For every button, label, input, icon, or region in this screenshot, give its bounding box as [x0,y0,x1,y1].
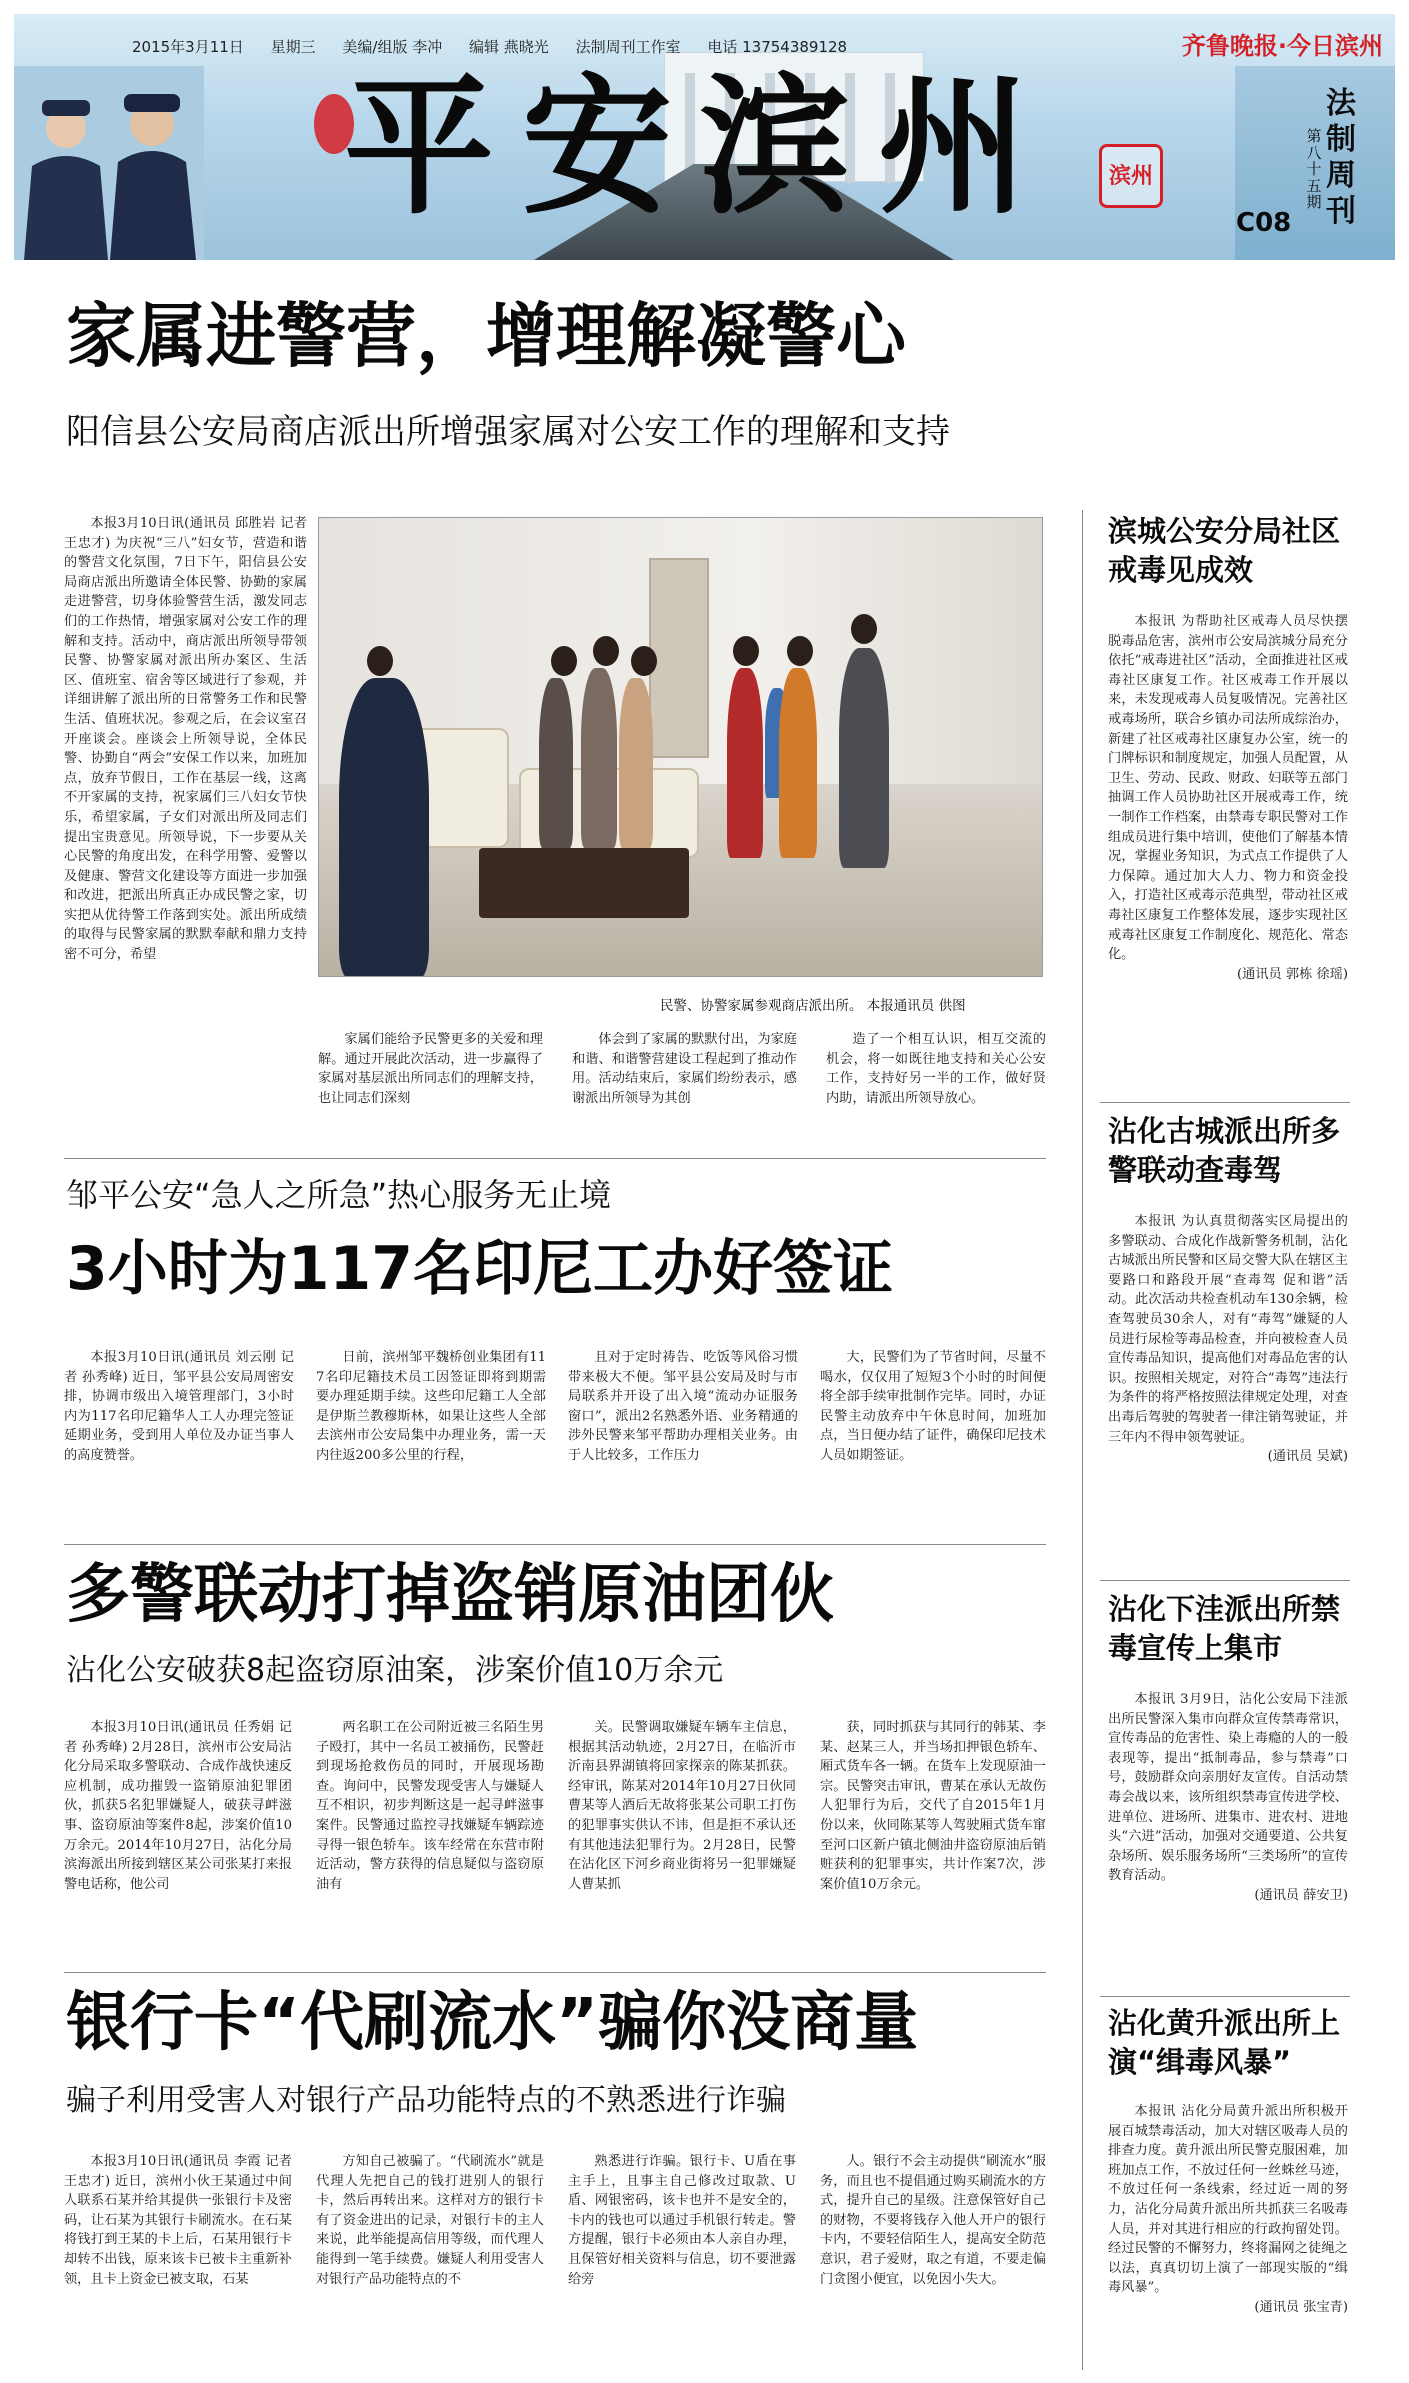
article4-headline: 银行卡“代刷流水”骗你没商量 [66,1986,919,2060]
article3-headline: 多警联动打掉盗销原油团伙 [66,1558,834,1632]
article3-subhead: 沾化公安破获8起盗窃原油案，涉案价值10万余元 [66,1653,724,1688]
sidebar-item-2-body: 本报讯 为认真贯彻落实区局提出的多警联动、合成化作战新警务机制，沾化古城派出所民警和区局交警大队在辖区主要路口和路段开展“查毒驾 促和谐”活动。此次活动共检查机动车130余辆，检查驾驶员30余人，对有“毒驾”嫌疑的人员进行尿检等毒品检查，并向被检查人员宣传毒品知识，提高他们对毒品危害的认识。按照相关规定，对符合“毒驾”违法行为条件的将严格按照法律规定处理，对查出毒后驾驶的驾驶者一律注销驾驶证，并三年内不得申领驾驶证。 (通讯员 吴斌) [1108,1214,1348,1465]
masthead [14,14,1395,260]
sidebar-item-1-body: 本报讯 为帮助社区戒毒人员尽快摆脱毒品危害，滨州市公安局滨城分局充分依托“戒毒进社区”活动，全面推进社区戒毒社区康复工作。社区戒毒工作开展以来，未发现戒毒人员复吸情况。完善社区戒毒场所，联合乡镇办司法所成综治办，新建了社区戒毒社区康复办公室，统一的门牌标识和制度规定，加强人员配置，从卫生、劳动、民政、财政、妇联等五部门抽调工作人员协助社区开展戒毒工作，统一制作工作档案，由禁毒专职民警对工作组成员进行集中培训，使他们了解基本情况，掌握业务知识，为式点工作提供了人力保障。通过加大人力、物力和资金投入，打造社区戒毒示范典型，带动社区戒毒社区康复工作整体发展，逐步实现社区戒毒社区康复工作制度化、规范化、常态化。 (通讯员 郭栋 徐瑶) [1108,614,1348,982]
article3-column-2: 两名职工在公司附近被三名陌生男子殴打，其中一名员工被捅伤，民警赶到现场抢救伤员的同时，开展现场勘查。询问中，民警发现受害人与嫌疑人互不相识，初步判断这是一起寻衅滋事案件。民警通过监控寻找嫌疑车辆踪迹寻得一银色轿车。该车经常在东营市附近活动，警方获得的信息疑似与盗窃原油有 [316,1720,544,1892]
section-title: 平安滨州 [344,59,1057,235]
issue-number: 第八十五期 [1306,127,1322,211]
article1-column-4: 造了一个相互认识，相互交流的机会，将一如既往地支持和关心公安工作，支持好另一半的工作，做好贤内助，请派出所领导放心。 [826,1032,1046,1106]
article4-column-2: 方知自己被骗了。“代刷流水”就是代理人先把自己的钱打进别人的银行卡，然后再转出来。这样对方的银行卡有了资金进出的记录，对银行卡的主人来说，此举能提高信用等级，而代理人能得到一笔手续费。嫌疑人利用受害人对银行产品功能特点的不 [316,2154,544,2287]
article4-column-1: 本报3月10日讯(通讯员 李霞 记者 王忠才) 近日，滨州小伙王某通过中间人联系石某并给其提供一张银行卡及密码，让石某为其银行卡刷流水。在石某将钱打到王某的卡上后，石某用银行卡却转不出钱，原来该卡已被卡主重新补领，且卡上资金已被支取，石某 [64,2154,292,2287]
article1-photo [318,517,1043,977]
page-number: C08 [1236,208,1292,238]
sidebar-item-2-title: 沾化古城派出所多警联动查毒驾 [1108,1114,1341,1188]
layout-editor: 美编/组版 李冲 [342,38,443,56]
newspaper-brand: 齐鲁晚报·今日滨州 [1181,32,1383,60]
article1-column-2: 家属们能给予民警更多的关爱和理解。通过开展此次活动，进一步赢得了家属对基层派出所同志们的理解支持，也让同志们深刻 [318,1032,543,1106]
masthead-info-line [132,36,869,57]
sidebar-divider [1100,1580,1350,1581]
article4-column-4: 人。银行不会主动提供“刷流水”服务，而且也不提倡通过购买刷流水的方式，提升自己的星级。注意保管好自己的财物，不要将钱存入他人开户的银行卡内，不要轻信陌生人，提高安全防范意识，君子爱财，取之有道，不要走偏门贪图小便宜，以免因小失大。 [820,2154,1046,2287]
article-divider [64,1972,1046,1973]
article4-subhead: 骗子利用受害人对银行产品功能特点的不熟悉进行诈骗 [66,2083,786,2118]
copy-editor: 编辑 燕晓光 [469,38,549,56]
studio-name: 法制周刊工作室 [575,38,681,56]
article1-photo-caption: 民警、协警家属参观商店派出所。 本报通讯员 供图 [660,998,966,1014]
article2-kicker: 邹平公安“急人之所急”热心服务无止境 [66,1176,612,1214]
article2-column-1: 本报3月10日讯(通讯员 刘云刚 记者 孙秀峰) 近日，邹平县公安局周密安排，协调市级出入境管理部门，3小时内为117名印尼籍华人工人办理完签证延期业务，受到用人单位及办证当事人的高度赞誉。 [64,1350,294,1463]
issue-weekday: 星期三 [270,38,316,56]
article3-column-1: 本报3月10日讯(通讯员 任秀娟 记者 孙秀峰) 2月28日，滨州市公安局沾化分局采取多警联动、合成作战快速反应机制，成功摧毁一盗销原油犯罪团伙，抓获5名犯罪嫌疑人，破获寻衅滋事、盗窃原油等案件8起，涉案价值10万余元。2014年10月27日，沾化分局滨海派出所接到辖区某公司张某打来报警电话称，他公司 [64,1720,292,1892]
article1-column-1: 本报3月10日讯(通讯员 邱胜岩 记者 王忠才) 为庆祝“三八”妇女节，营造和谐的警营文化氛围，7日下午，阳信县公安局商店派出所邀请全体民警、协勤的家属走进警营，切身体验警营生活，激发同志们的工作热情，增强家属对公安工作的理解和支持。活动中，商店派出所领导带领民警、协警家属对派出所办案区、生活区、值班室、宿舍等区域进行了参观，并详细讲解了派出所的日常警务工作和民警生活、值班状况。参观之后，在会议室召开座谈会。座谈会上所领导说，全体民警、协勤自“两会”安保工作以来，加班加点，放弃节假日，工作在基层一线，这离不开家属的支持，祝家属们三八妇女节快乐，希望家属，子女们对派出所及同志们提出宝贵意见。所领导说，下一步要从关心民警的角度出发，在科学用警、爱警以及健康、警营文化建设等方面进一步加强和改进，把派出所真正办成民警之家，切实把从优待警工作落到实处。派出所成绩的取得与民警家属的默默奉献和鼎力支持密不可分，希望 [64,516,307,963]
article-divider [64,1544,1046,1545]
article3-column-4: 获，同时抓获与其同行的韩某、李某、赵某三人，并当场扣押银色轿车、厢式货车各一辆。在货车上发现原油一宗。民警突击审讯，曹某在承认无故伤人犯罪行为后，交代了自2015年1月份以来，伙同陈某等人驾驶厢式货车窜至河口区新户镇北侧油井盗窃原油后销赃获利的犯罪事实，共计作案7次，涉案价值10万余元。 [820,1720,1046,1892]
sidebar-divider [1082,510,1083,2370]
article-divider [64,1158,1046,1159]
sidebar-item-1-title: 滨城公安分局社区戒毒见成效 [1108,514,1341,588]
article2-column-3: 且对于定时祷告、吃饭等风俗习惯带来极大不便。邹平县公安局及时与市局联系并开设了出入境“流动办证服务窗口”，派出2名熟悉外语、业务精通的涉外民警来邹平帮助办理相关业务。由于人比较多，工作压力 [568,1350,798,1463]
article1-headline: 家属进警营，增理解凝警心 [66,295,906,377]
sidebar-item-3-body: 本报讯 3月9日，沾化公安局下洼派出所民警深入集市向群众宣传禁毒常识，宣传毒品的危害性、染上毒瘾的人的一般表现等，提出“抵制毒品，参与禁毒”口号，鼓励群众向亲朋好友宣传。自活动禁毒会战以来，该所组织禁毒宣传进学校、进单位、进场所、进集市、进农村、进地头“六进”活动，加强对交通要道、公共复杂场所、娱乐服务场所“三类场所”的宣传教育活动。 (通讯员 薛安卫) [1108,1692,1348,1903]
article2-column-4: 大，民警们为了节省时间，尽量不喝水，仅仅用了短短3个小时的时间便将全部手续审批制作完毕。同时，办证民警主动放弃中午休息时间，加班加点，当日便办结了证件，确保印尼技术人员如期签证。 [820,1350,1046,1463]
article1-subhead: 阳信县公安局商店派出所增强家属对公安工作的理解和支持 [66,412,950,452]
article1-column-3: 体会到了家属的默默付出，为家庭和谐、和谐警营建设工程起到了推动作用。活动结束后，家属们纷纷表示，感谢派出所领导为其创 [572,1032,797,1106]
masthead-seal: 滨州 [1099,144,1163,208]
sidebar-divider [1100,1102,1350,1103]
studio-phone: 电话 13754389128 [707,38,848,56]
article3-column-3: 关。民警调取嫌疑车辆车主信息，根据其活动轨迹，2月27日，在临沂市沂南县界湖镇将回家探亲的陈某抓获。经审讯，陈某对2014年10月27日伙同曹某等人酒后无故将张某公司职工打伤的犯罪事实供认不讳，但是拒不承认还有其他违法犯罪行为。2月28日，民警在沾化区下河乡商业街将另一犯罪嫌疑人曹某抓 [568,1720,796,1892]
issue-date: 2015年3月11日 [132,38,244,56]
sidebar-item-3-title: 沾化下洼派出所禁毒宣传上集市 [1108,1592,1341,1666]
masthead-police-officers-image [14,66,204,260]
article4-column-3: 熟悉进行诈骗。银行卡、U盾在事主手上，且事主自己修改过取款、U盾、网银密码，该卡也并不是安全的，卡内的钱也可以通过手机银行转走。警方提醒，银行卡必须由本人亲自办理，且保管好相关资料与信息，切不要泄露给旁 [568,2154,796,2287]
article2-column-2: 日前，滨州邹平魏桥创业集团有117名印尼籍技术员工因签证即将到期需要办理延期手续。这些印尼籍工人全部是伊斯兰教穆斯林，如果让这些人全部去滨州市公安局集中办理业务，需一天内往返200多公里的行程， [316,1350,546,1463]
weekly-label: 法制周刊 [1326,86,1356,229]
sidebar-divider [1100,1996,1350,1997]
sidebar-item-4-title: 沾化黄升派出所上演“缉毒风暴” [1108,2006,1341,2080]
sidebar-item-4-body: 本报讯 沾化分局黄升派出所积极开展百城禁毒活动，加大对辖区吸毒人员的排查力度。黄升派出所民警克服困难，加班加点工作，不放过任何一丝蛛丝马迹，不放过任何一条线索，经过近一周的努力，沾化分局黄升派出所共抓获三名吸毒人员，并对其进行相应的行政拘留处罚。经过民警的不懈努力，终将漏网之徒绳之以法，真真切切上演了一部现实版的“缉毒风暴”。 (通讯员 张宝青) [1108,2104,1348,2315]
article2-headline: 3小时为117名印尼工办好签证 [66,1234,893,1304]
